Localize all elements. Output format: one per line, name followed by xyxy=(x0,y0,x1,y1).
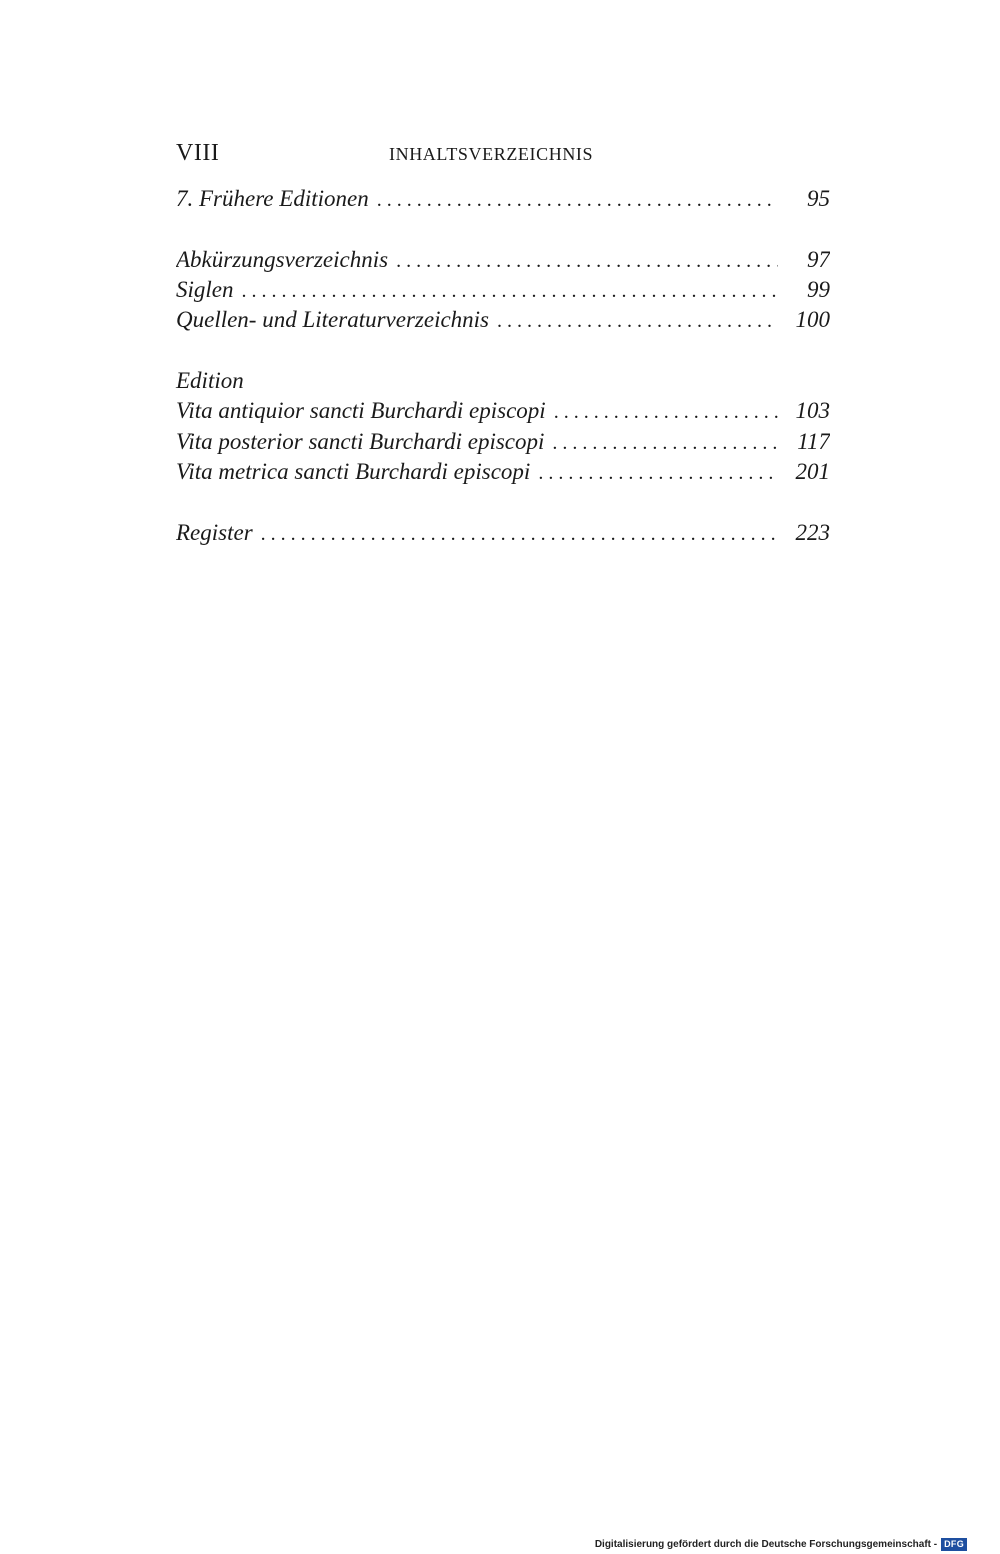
toc-leader-dots xyxy=(396,250,778,273)
running-title: INHALTSVERZEICHNIS xyxy=(389,144,594,164)
toc-entry-page: 117 xyxy=(797,429,830,454)
toc-entry-label: Quellen- und Literaturverzeichnis xyxy=(176,307,490,332)
toc-entry-page: 95 xyxy=(807,186,830,211)
running-head xyxy=(176,140,830,170)
toc-leader-dots xyxy=(242,280,779,303)
toc-entry-label: Vita antiquior sancti Burchardi episcopi xyxy=(176,398,546,423)
toc-entry-vita-metrica[interactable] xyxy=(176,459,830,489)
toc-entry-siglen[interactable] xyxy=(176,277,830,307)
toc-entry-vita-antiquior[interactable] xyxy=(176,398,830,428)
dfg-logo-icon: DFG xyxy=(941,1538,967,1551)
toc-entry-page: 103 xyxy=(795,398,830,423)
toc-entry-page: 97 xyxy=(807,247,830,272)
toc-entry-label: 7. Frühere Editionen xyxy=(176,186,369,211)
toc-entry-label: Siglen xyxy=(176,277,234,302)
toc-leader-dots xyxy=(377,189,778,212)
toc-entry-quellen-literaturverzeichnis[interactable] xyxy=(176,307,830,337)
toc-entry-vita-posterior[interactable] xyxy=(176,429,830,459)
toc-entry-label: Register xyxy=(176,520,253,545)
toc-leader-dots xyxy=(538,462,778,485)
toc-entry-label: Abkürzungsverzeichnis xyxy=(176,247,389,272)
toc-entry-page: 100 xyxy=(795,307,830,332)
page-number: VIII xyxy=(176,140,220,166)
toc-section-heading-edition: Edition xyxy=(176,368,244,393)
toc-entry-page: 223 xyxy=(795,520,830,545)
toc-entry-register[interactable] xyxy=(176,520,830,550)
toc-entry-fruehere-editionen[interactable] xyxy=(176,186,830,216)
toc-entry-label: Vita posterior sancti Burchardi episcopi xyxy=(176,429,545,454)
toc-leader-dots xyxy=(497,310,778,333)
toc-entry-abkuerzungsverzeichnis[interactable] xyxy=(176,247,830,277)
toc-leader-dots xyxy=(552,432,778,455)
toc-entry-label: Vita metrica sancti Burchardi episcopi xyxy=(176,459,531,484)
toc-entry-page: 201 xyxy=(795,459,830,484)
toc-leader-dots xyxy=(554,401,778,424)
digitization-credit-text: Digitalisierung gefördert durch die Deutsche Forschungsgemeinschaft - xyxy=(594,1539,938,1550)
toc-entry-page: 99 xyxy=(807,277,830,302)
digitization-credit xyxy=(595,1538,967,1551)
toc-leader-dots xyxy=(261,523,778,546)
